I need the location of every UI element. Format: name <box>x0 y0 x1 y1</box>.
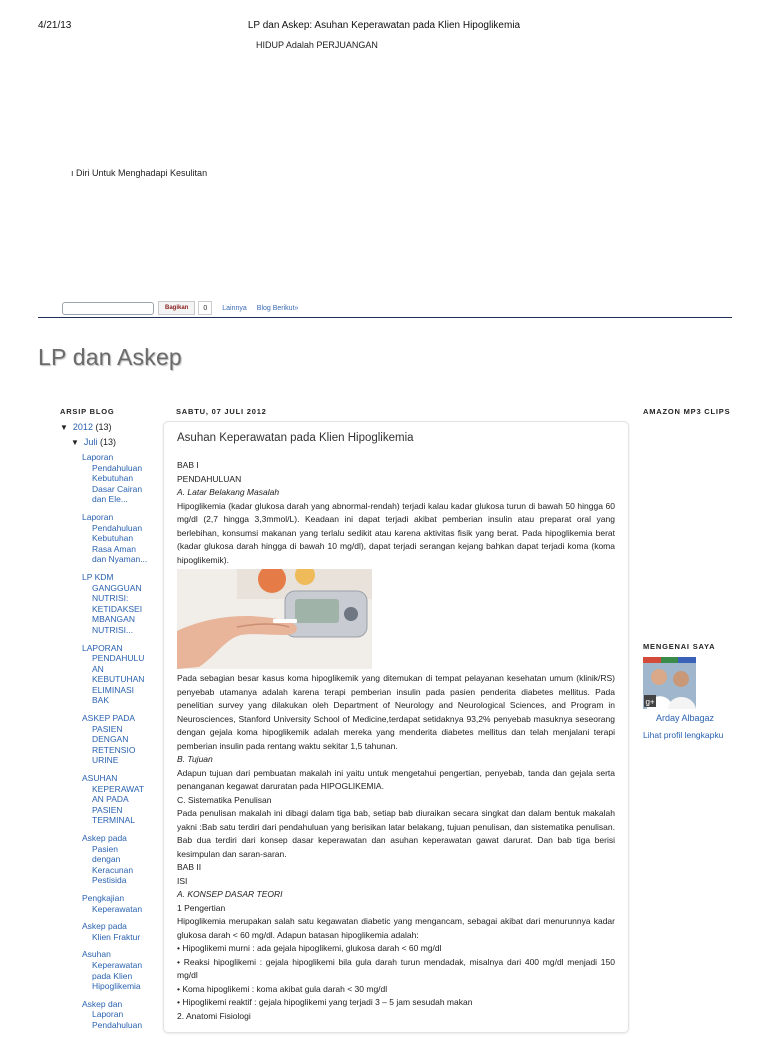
share-count: 0 <box>198 301 212 315</box>
archive-year-count: (13) <box>95 422 112 432</box>
archive-year-link[interactable]: 2012 <box>72 422 93 432</box>
archive-month-count: (13) <box>99 437 116 447</box>
more-link[interactable]: Lainnya <box>222 304 247 312</box>
navbar-divider <box>38 317 732 318</box>
glucose-meter-photo <box>177 569 372 669</box>
bullet-item: • Hipoglikemi reaktif : gejala hipoglikemi yang terjadi 3 – 5 jam sesudah makan <box>177 997 473 1007</box>
print-date: 4/21/13 <box>38 20 72 31</box>
archive-post-link[interactable]: Asuhan Keperawatan pada Klien Hipoglikemia <box>82 949 143 992</box>
archive-post-link[interactable]: ASKEP PADA PASIEN DENGAN RETENSIO URINE <box>82 713 136 766</box>
blog-tagline: HIDUP Adalah PERJUANGAN <box>256 40 378 50</box>
subsection-heading: 2. Anatomi Fisiologi <box>177 1010 251 1021</box>
archive-month-link[interactable]: Juli <box>83 437 98 447</box>
share-bar <box>62 301 298 315</box>
view-profile-link[interactable]: Lihat profil lengkapku <box>643 730 724 740</box>
archive-post-link[interactable]: Askep dan Laporan Pendahuluan <box>82 998 143 1030</box>
paragraph: Pada penulisan makalah ini dibagi dalam tiga bab, setiap bab diuraikan secara singkat dan dalam bentuk makalah yakni :Bab satu terdiri dari pendahuluan yang berisikan latar belakang, tujuan penulisan, dan sistematika penulisan. Bab dua terdiri dari konsep dasar keperawatan dan asuhan keperawatan gawat darurat. Dan bab tiga berisi kesimpulan dan saran-saran. <box>177 808 615 859</box>
bullet-item: • Reaksi hipoglikemi : gejala hipoglikemi bila gula darah turun mendadak, misalnya dari 400 mg/dl menjadi 150 mg/dl <box>177 956 615 980</box>
blog-title[interactable]: LP dan Askep <box>38 344 182 370</box>
chapter-label: BAB I <box>177 460 199 470</box>
archive-heading: ARSIP BLOG <box>60 407 115 416</box>
bullet-item: • Hipoglikemi murni : ada gejala hipoglikemi, glukosa darah < 60 mg/dl <box>177 943 442 953</box>
paragraph: Adapun tujuan dari pembuatan makalah ini yaitu untuk mengetahui pengertian, penyebab, tanda dan gejala serta penanganan kegawat daruratan pada HIPOGLIKEMIA. <box>177 767 615 791</box>
section-heading: B. Tujuan <box>177 754 213 764</box>
paragraph: Pada sebagian besar kasus koma hipoglikemik yang ditemukan di tempat pelayanan kesehatan umum (klinik/RS) penyebab utamanya adalah karena terapi pemberian insulin pada pasien penderita diabetes mellitus. Pada penelitian survey yang dilakukan oleh Department of Neurology and Neurological Sciences, and Program in Neurosciences, Stanford University School of Medicine,terdapat setidaknya 93,2% penyebab masuknya seseorang dengan gejala koma hipoglikemik adalah mereka yang menderita diabetes mellitus dan telah menjalani terapi pemberian insulin pada rentang waktu sekitar 1,5 tahunan. <box>177 673 615 751</box>
archive-post-link[interactable]: Laporan Pendahuluan Kebutuhan Rasa Aman dan Nyaman... <box>82 511 148 565</box>
archive-post-link[interactable]: Laporan Pendahuluan Kebutuhan Dasar Cairan dan Ele... <box>82 452 143 505</box>
post-body <box>177 459 615 1023</box>
blog-motto: ı Diri Untuk Menghadapi Kesulitan <box>71 168 208 178</box>
post-title[interactable]: Asuhan Keperawatan pada Klien Hipoglikemia <box>177 432 414 444</box>
profile-photo[interactable] <box>643 657 696 709</box>
chapter-label: BAB II <box>177 862 202 872</box>
search-input[interactable] <box>62 302 154 315</box>
archive-post-link[interactable]: ASUHAN KEPERAWATAN PADA PASIEN TERMINAL <box>82 773 145 826</box>
archive-post-link[interactable]: LAPORAN PENDAHULUAN KEBUTUHAN ELIMINASI BAK <box>82 642 145 706</box>
section-heading: A. Latar Belakang Masalah <box>177 487 280 497</box>
expand-arrow-icon[interactable]: ▼ <box>60 423 68 432</box>
about-heading: MENGENAI SAYA <box>643 642 716 651</box>
bullet-item: • Koma hipoglikemi : koma akibat gula darah < 30 mg/dl <box>177 983 388 994</box>
archive-year[interactable] <box>60 422 111 432</box>
archive-post-link[interactable]: LP KDM GANGGUAN NUTRISI: KETIDAKSEIMBANGAN NUTRISI... <box>82 571 143 635</box>
archive-post-list <box>82 452 148 1038</box>
chapter-title: ISI <box>177 875 188 886</box>
section-heading: C. Sistematika Penulisan <box>177 794 272 805</box>
archive-month[interactable] <box>71 437 116 447</box>
paragraph: Hipoglikemia merupakan salah satu kegawatan diabetic yang mengancam, sebagai akibat dari menurunnya kadar glukosa darah < 60 mg/dl. Adapun batasan hipoglikemia adalah: <box>177 916 615 940</box>
archive-post-link[interactable]: Askep pada Klien Fraktur <box>82 921 141 942</box>
paragraph: Hipoglikemia (kadar glukosa darah yang abnormal-rendah) terjadi kalau kadar glukosa turun di bawah 50 hingga 60 mg/dl (2,7 hingga 3,3mmol/L). Keadaan ini dapat terjadi akibat pemberian insulin atau preparat oral yang berlebihan, konsumsi makanan yang terlalu sedikit atau karena aktivitas fisik yang berat. Pada hipoglikemia berat (kadar glukosa darah hingga di bawah 10 mg/dl), dapat terjadi serangan kejang bahkan dapat terjadi koma (koma hipoglikemik). <box>177 500 615 565</box>
archive-post-link[interactable]: Pengkajian Keperawatan <box>82 892 143 914</box>
chapter-title: PENDAHULUAN <box>177 473 242 484</box>
print-page-title: LP dan Askep: Asuhan Keperawatan pada Klien Hipoglikemia <box>247 20 521 31</box>
expand-arrow-icon[interactable]: ▼ <box>71 438 79 447</box>
google-plus-badge-text: g+ <box>645 697 655 707</box>
amazon-heading: AMAZON MP3 CLIPS <box>643 407 731 416</box>
archive-post-link[interactable]: Askep pada Pasien dengan Keracunan Pestisida <box>82 833 134 886</box>
post-date: SABTU, 07 JULI 2012 <box>176 407 267 416</box>
section-heading: A. KONSEP DASAR TEORI <box>177 889 283 899</box>
subsection-heading: 1 Pengertian <box>177 902 226 913</box>
share-button[interactable]: Bagikan <box>158 301 195 315</box>
profile-name-link[interactable]: Arday Albagaz <box>656 713 715 723</box>
next-blog-link[interactable]: Blog Berikut» <box>256 304 299 312</box>
